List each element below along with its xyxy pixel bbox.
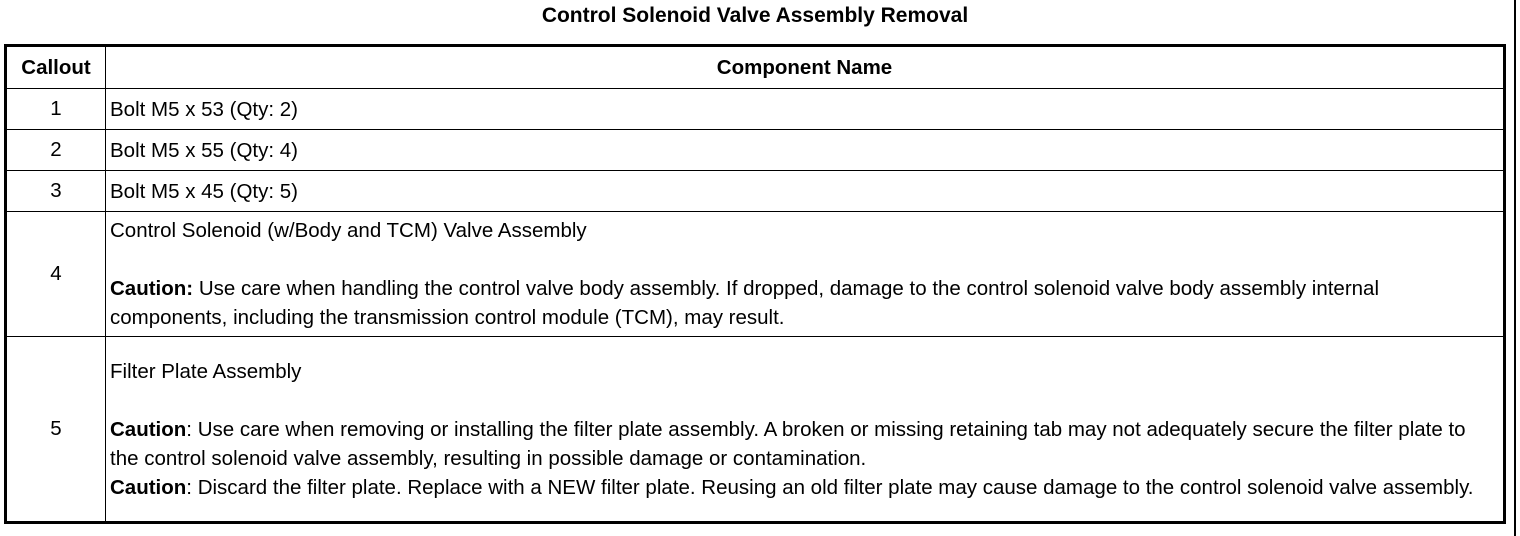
component-name: Bolt M5 x 55 (Qty: 4) bbox=[106, 130, 1505, 171]
table-row bbox=[6, 89, 1505, 130]
table-row bbox=[6, 337, 1505, 523]
caution-text: : Use care when removing or installing the filter plate assembly. A broken or missing retaining tab may not adequately secure the filter plate to the control solenoid valve assembly, resulting in possible damage or contamination. bbox=[110, 417, 1466, 470]
page-title: Control Solenoid Valve Assembly Removal bbox=[541, 4, 969, 27]
callout-number: 4 bbox=[6, 212, 106, 337]
component-name: Bolt M5 x 45 (Qty: 5) bbox=[106, 171, 1505, 212]
caution-label: Caution bbox=[110, 417, 187, 441]
component-name: Control Solenoid (w/Body and TCM) Valve Assembly bbox=[110, 219, 587, 242]
caution-label: Caution: bbox=[110, 277, 194, 300]
table-header-row bbox=[6, 46, 1505, 89]
table-row bbox=[6, 130, 1505, 171]
header-component-name: Component Name bbox=[106, 46, 1505, 89]
caution-note bbox=[110, 415, 1499, 473]
caution-text: Use care when handling the control valve body assembly. If dropped, damage to the control solenoid valve body assembly internal components, including the transmission control module (TCM), may result. bbox=[110, 277, 1380, 329]
component-cell bbox=[106, 212, 1505, 337]
caution-text: : Discard the filter plate. Replace with a NEW filter plate. Reusing an old filter plate may cause damage to the control solenoid valve assembly. bbox=[186, 475, 1474, 499]
callout-table bbox=[4, 44, 1506, 524]
caution-note bbox=[110, 274, 1499, 332]
callout-number: 5 bbox=[6, 337, 106, 523]
caution-label: Caution bbox=[110, 475, 187, 499]
component-name: Filter Plate Assembly bbox=[110, 359, 302, 383]
header-callout: Callout bbox=[6, 46, 106, 89]
table-row bbox=[6, 212, 1505, 337]
table-row bbox=[6, 171, 1505, 212]
callout-number: 2 bbox=[6, 130, 106, 171]
callout-number: 1 bbox=[6, 89, 106, 130]
component-cell bbox=[106, 337, 1505, 523]
callout-number: 3 bbox=[6, 171, 106, 212]
right-edge-rule bbox=[1514, 0, 1516, 536]
component-name: Bolt M5 x 53 (Qty: 2) bbox=[106, 89, 1505, 130]
caution-note bbox=[110, 473, 1499, 502]
